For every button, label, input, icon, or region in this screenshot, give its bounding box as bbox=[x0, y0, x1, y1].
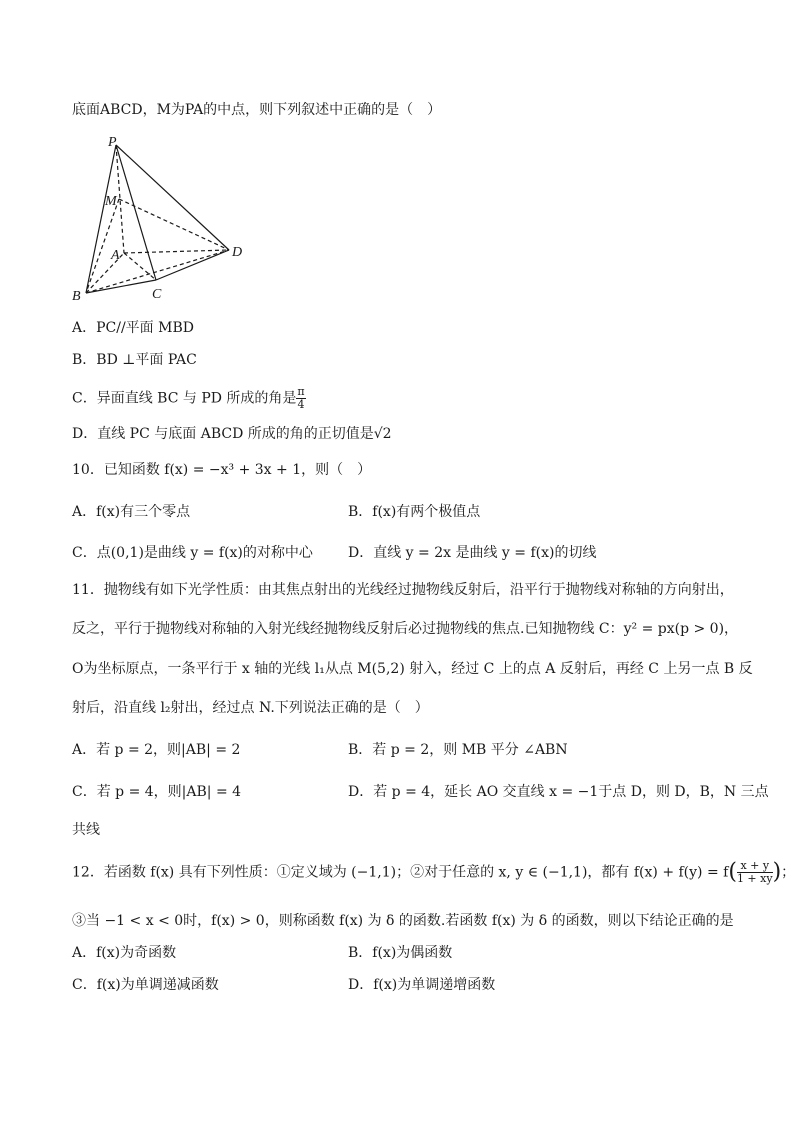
label-M: M bbox=[105, 194, 117, 209]
q10-option-c: C．点(0,1)是曲线 y = f(x)的对称中心 bbox=[72, 545, 313, 561]
q12-fraction bbox=[737, 860, 773, 885]
question-11-line-4: 射后，沿直线 l₂射出，经过点 N.下列说法正确的是（ ） bbox=[72, 700, 429, 716]
question-11-line-3: O为坐标原点，一条平行于 x 轴的光线 l₁从点 M(5,2) 射入，经过 C 上的点 A 反射后，再经 C 上另一点 B 反 bbox=[72, 661, 753, 677]
question-12-line-1 bbox=[72, 860, 795, 885]
paren-right: ) bbox=[772, 859, 782, 885]
q11-option-c: C．若 p = 4，则|AB| = 4 bbox=[72, 784, 242, 800]
fraction-denominator: 4 bbox=[297, 398, 305, 411]
label-A: A bbox=[111, 248, 120, 263]
question-12-line-1-end: ； bbox=[781, 864, 795, 881]
q9-option-d bbox=[72, 424, 392, 444]
pyramid-figure bbox=[66, 130, 266, 310]
fraction-denominator: 1 + xy bbox=[736, 872, 773, 885]
q9-option-d-root: √2 bbox=[373, 426, 392, 442]
q12-option-d: D．f(x)为单调递增函数 bbox=[348, 977, 496, 993]
question-12-line-2: ③当 −1 < x < 0时，f(x) > 0，则称函数 f(x) 为 δ 的函数.若函数 f(x) 为 δ 的函数，则以下结论正确的是 bbox=[72, 913, 734, 929]
q12-option-a: A．f(x)为奇函数 bbox=[72, 945, 177, 961]
label-C: C bbox=[152, 287, 162, 302]
question-12-line-1-text: 12．若函数 f(x) 具有下列性质：①定义域为 (−1,1)；②对于任意的 x, y ∈ (−1,1)，都有 f(x) + f(y) = f bbox=[72, 864, 729, 881]
q12-option-c: C．f(x)为单调递减函数 bbox=[72, 977, 219, 993]
q11-option-b: B．若 p = 2，则 MB 平分 ∠ABN bbox=[348, 742, 568, 758]
paren-left: ( bbox=[728, 859, 737, 885]
label-D: D bbox=[232, 245, 243, 260]
q9-option-c bbox=[72, 386, 306, 411]
question-11-line-1: 11．抛物线有如下光学性质：由其焦点射出的光线经过抛物线反射后，沿平行于抛物线对称轴的方向射出， bbox=[72, 582, 734, 598]
label-P: P bbox=[108, 135, 117, 150]
question-11-line-2: 反之，平行于抛物线对称轴的入射光线经抛物线反射后必过抛物线的焦点.已知抛物线 C：y² = px(p > 0)， bbox=[72, 621, 739, 637]
q9-option-b: B．BD ⊥平面 PAC bbox=[72, 352, 197, 368]
q9-option-c-text: C．异面直线 BC 与 PD 所成的角是 bbox=[72, 390, 297, 407]
q11-option-a: A．若 p = 2，则|AB| = 2 bbox=[72, 742, 241, 758]
label-B: B bbox=[72, 289, 81, 304]
q12-option-b: B．f(x)为偶函数 bbox=[348, 945, 453, 961]
question-10-stem: 10．已知函数 f(x) = −x³ + 3x + 1，则（ ） bbox=[72, 462, 372, 478]
q11-option-d-continued: 共线 bbox=[72, 822, 100, 838]
q10-option-b: B．f(x)有两个极值点 bbox=[348, 504, 481, 520]
q9-option-c-fraction bbox=[296, 386, 305, 411]
fraction-numerator: π bbox=[297, 385, 305, 398]
q11-option-d: D．若 p = 4，延长 AO 交直线 x = −1于点 D，则 D，B，N 三点 bbox=[348, 784, 769, 800]
q9-option-d-text: D．直线 PC 与底面 ABCD 所成的角的正切值是 bbox=[72, 426, 374, 442]
q10-option-d: D．直线 y = 2x 是曲线 y = f(x)的切线 bbox=[348, 545, 597, 561]
q10-option-a: A．f(x)有三个零点 bbox=[72, 504, 191, 520]
fraction-numerator: x + y bbox=[737, 860, 773, 873]
question-9-intro: 底面ABCD，M为PA的中点，则下列叙述中正确的是（ ） bbox=[72, 102, 442, 118]
q9-option-a: A．PC//平面 MBD bbox=[72, 320, 194, 336]
